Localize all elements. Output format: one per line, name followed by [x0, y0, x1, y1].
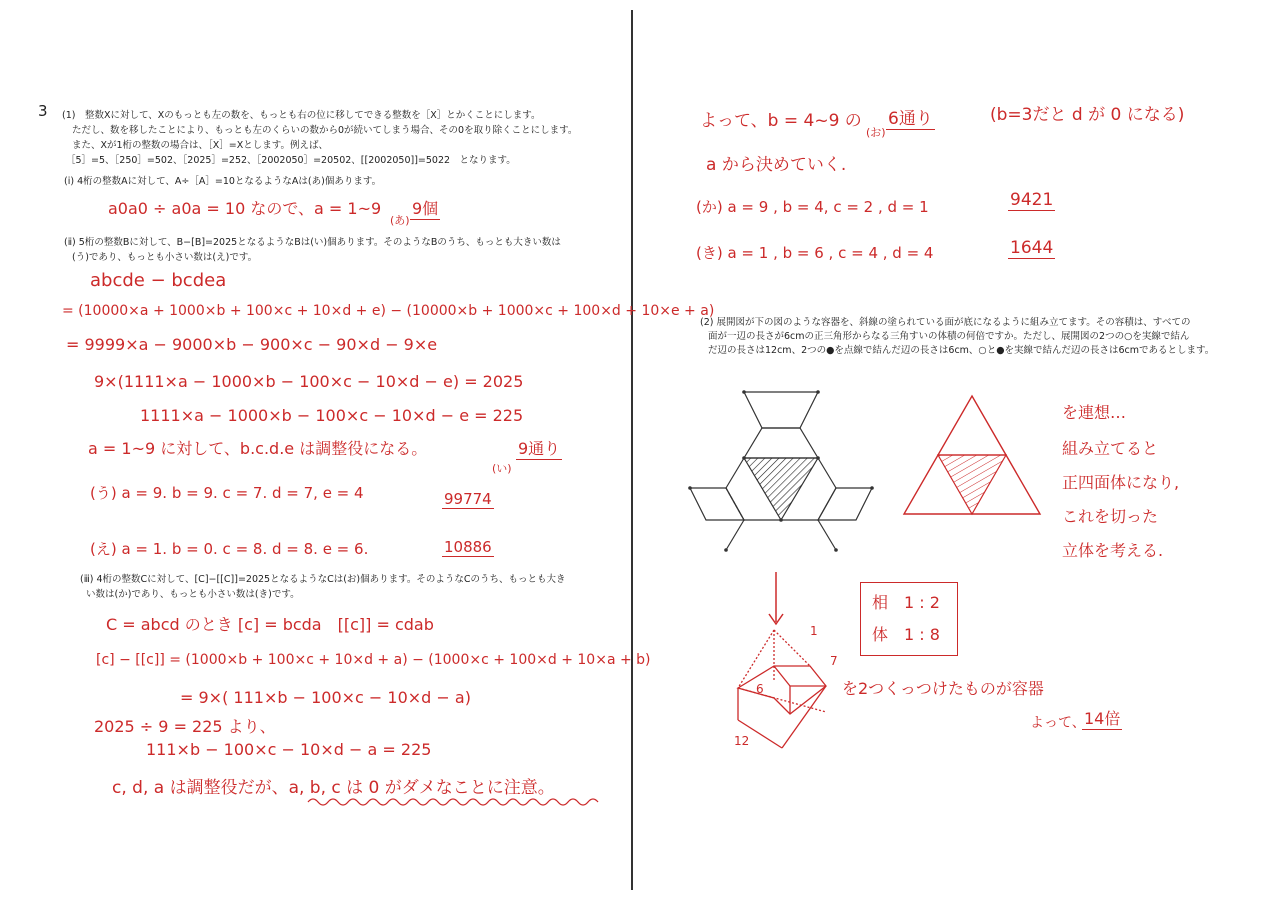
q2-answer-i: 9通り	[516, 436, 562, 460]
part2-line-3: だ辺の長さは12cm、2つの●を点線で結んだ辺の長さは6cm、○と●を実線で結んだ辺の長さは6cmであるとします。	[708, 345, 1215, 356]
question-2-line-1: (ⅱ) 5桁の整数Bに対して、B−[B]=2025となるようなBは(い)個あります。そのようなBのうち、もっとも大きい数は	[64, 237, 561, 248]
rt-answer-o: 6通り	[886, 104, 935, 130]
intro-line-3: また、Xが1桁の整数の場合は、［X］=Xとします。例えば、	[72, 140, 329, 151]
problem-number: 3	[38, 102, 48, 120]
q2-work-4: 9×(1111×a − 1000×b − 100×c − 10×d − e) = 2025	[94, 372, 524, 391]
q3-work-4: 2025 ÷ 9 = 225 より、	[94, 717, 276, 736]
rt-line-1: よって、b = 4~9 の	[700, 111, 862, 131]
q3-note	[112, 773, 555, 798]
rt-note: (b=3だと d が 0 になる)	[990, 105, 1185, 125]
container-note: を2つくっつけたものが容器	[842, 679, 1044, 698]
part2-line-1: (2) 展開図が下の図のような容器を、斜線の塗られている面が底になるように組み立てます。その容積は、すべての	[700, 317, 1191, 328]
q1-work: a0a0 ÷ a0a = 10 なので、a = 1~9	[108, 199, 382, 218]
final-answer: 14倍	[1082, 706, 1122, 730]
intro-line-4: ［5］=5、［250］=502、［2025］=252、［2002050］=20502、[[2002050]]=5022 となります。	[66, 155, 516, 166]
q2-label-i: (い)	[492, 462, 512, 475]
q2-line-u: (う) a = 9. b = 9. c = 7. d = 7, e = 4	[90, 484, 364, 502]
ratio-line-1: 相 1 : 2	[872, 593, 940, 612]
rt-answer-ka: 9421	[1010, 190, 1054, 210]
q2-work-2: = (10000×a + 1000×b + 100×c + 10×d + e) − (10000×b + 1000×c + 100×d + 10×e + a)	[62, 303, 715, 319]
fig-label-one: 1	[810, 624, 818, 638]
rt-line-ki: (き) a = 1 , b = 6 , c = 4 , d = 4	[696, 244, 934, 262]
ratio-line-2: 体 1 : 8	[872, 625, 940, 644]
wavy-underline	[308, 796, 608, 810]
q1-label: (あ)	[390, 214, 410, 227]
q3-work-3: = 9×( 111×b − 100×c − 10×d − a)	[180, 688, 471, 707]
fig-label-six: 6	[756, 682, 764, 696]
down-arrow-icon	[766, 570, 786, 630]
fig-label-seven: 7	[830, 654, 838, 668]
q2-work-3: = 9999×a − 9000×b − 900×c − 90×d − 9×e	[66, 335, 438, 354]
side-note-3: 正四面体になり,	[1062, 473, 1180, 492]
q2-work-1: abcde − bcdea	[90, 270, 227, 291]
question-2-line-2: (う)であり、もっとも小さい数は(え)です。	[72, 252, 258, 263]
q2-answer-u: 99774	[444, 490, 492, 508]
q3-note-suffix: 。	[537, 778, 555, 798]
q3-work-1: C = abcd のとき [c] = bcda [[c]] = cdab	[106, 615, 434, 634]
q1-answer: 9個	[410, 196, 440, 220]
rt-answer-ki: 1644	[1010, 238, 1054, 258]
fig-label-twelve: 12	[734, 734, 750, 748]
q2-work-6: a = 1~9 に対して、b.c.d.e は調整役になる。	[88, 439, 428, 458]
q3-note-prefix: c, d, a は調整役だが、	[112, 778, 289, 798]
rt-label-o: (お)	[866, 126, 886, 139]
tetrahedron-triangle	[902, 394, 1052, 519]
question-3-line-1: (ⅲ) 4桁の整数Cに対して、[C]−[[C]]=2025となるようなCは(お)個あります。そのようなCのうち、もっとも大き	[80, 574, 566, 585]
side-note-4: これを切った	[1062, 507, 1159, 526]
rt-line-ka: (か) a = 9 , b = 4, c = 2 , d = 1	[696, 198, 929, 216]
side-note-1: を連想…	[1062, 403, 1127, 422]
net-diagram	[688, 386, 888, 556]
q2-line-e: (え) a = 1. b = 0. c = 8. d = 8. e = 6.	[90, 540, 369, 558]
q2-work-5: 1111×a − 1000×b − 100×c − 10×d − e = 225	[140, 406, 524, 425]
part2-line-2: 面が一辺の長さが6cmの正三角形からなる三角すいの体積の何倍ですか。ただし、展開図の2つの○を実線で結ん	[708, 331, 1190, 342]
side-note-5: 立体を考える.	[1062, 541, 1164, 560]
side-note-2: 組み立てると	[1062, 439, 1159, 458]
question-3-line-2: い数は(か)であり、もっとも小さい数は(き)です。	[86, 589, 300, 600]
q3-note-emphasis: a, b, c は 0 がダメなことに注意	[288, 778, 538, 798]
q3-work-5: 111×b − 100×c − 10×d − a = 225	[146, 740, 432, 759]
q2-answer-e: 10886	[444, 538, 492, 556]
intro-line-2: ただし、数を移したことにより、もっとも左のくらいの数から0が続いてしまう場合、その0を取り除くことにします。	[72, 125, 578, 136]
question-1: (ⅰ) 4桁の整数Aに対して、A÷［A］=10となるようなAは(あ)個あります。	[64, 176, 382, 187]
conclusion: よって、	[1030, 715, 1086, 731]
intro-line-1: (1) 整数Xに対して、Xのもっとも左の数を、もっとも右の位に移してできる整数を［X］とかくことにします。	[62, 110, 541, 121]
rt-line-2: a から決めていく.	[706, 155, 847, 175]
page-divider	[631, 10, 633, 890]
q3-work-2: [c] − [[c]] = (1000×b + 100×c + 10×d + a) − (1000×c + 100×d + 10×a + b)	[96, 652, 651, 668]
